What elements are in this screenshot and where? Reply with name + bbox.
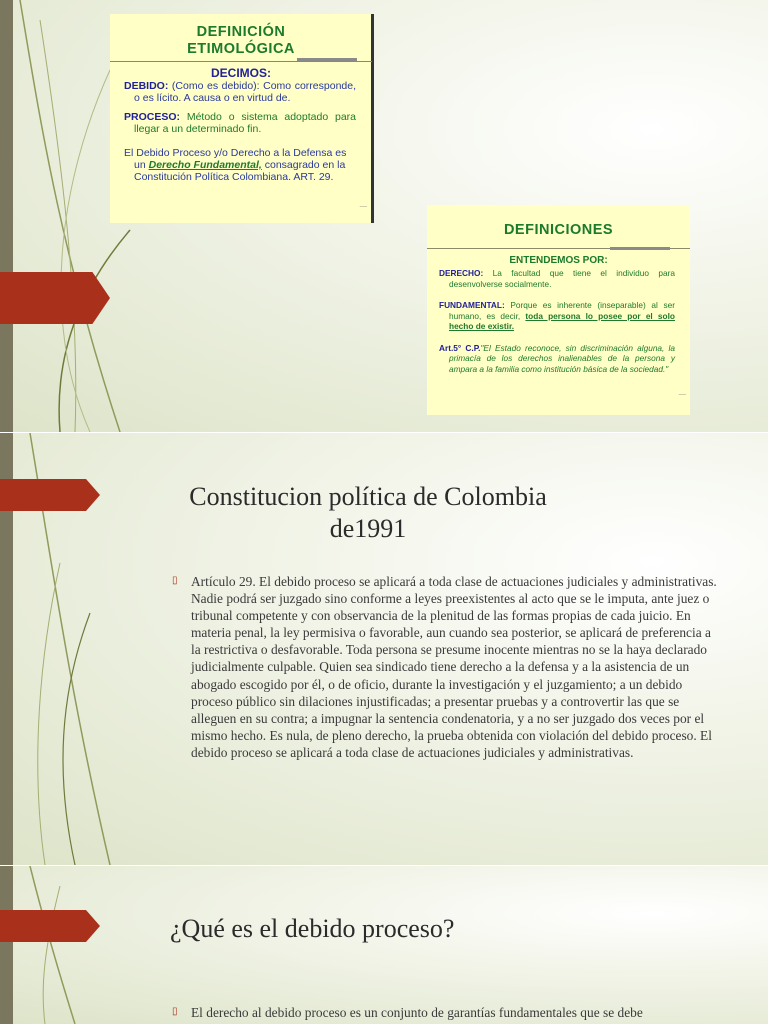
slide-definitions: [0, 0, 768, 432]
bullet-icon: ▯: [172, 575, 178, 586]
decorative-curves: [0, 866, 260, 1024]
article-label: Art.5° C.P.: [439, 342, 481, 353]
derecho-text: La facultad que tiene el individuo para desenvolverse socialmente.: [449, 268, 675, 289]
paragraph-end: consagrado en la Constitución Política Colombiana. ART. 29.: [134, 159, 346, 183]
debido-label: DEBIDO:: [124, 80, 169, 92]
article-text: "El Estado reconoce, sin discriminación alguna, la primacía de los derechos inalienables de la persona y ampara a la familia como institución básica de la sociedad.": [449, 342, 675, 374]
slide-due-process: [0, 866, 768, 1024]
slide-title: Constitucion política de Colombia de1991: [189, 482, 547, 543]
card-title-line1: DEFINICIÓN: [196, 24, 286, 40]
paragraph-start: El Debido Proceso y/o Derecho a la Defensa es un: [124, 147, 347, 171]
divider: [110, 61, 372, 62]
watermark-mark: ━━━: [359, 204, 367, 209]
divider-accent: [610, 247, 670, 250]
definition-paragraph: El derecho al debido proceso es un conjunto de garantías fundamentales que se debe: [191, 1005, 643, 1020]
derecho-label: DERECHO:: [439, 268, 484, 278]
definition-etymology-card: [110, 14, 374, 223]
card-title: [110, 24, 372, 58]
card-body: [124, 80, 356, 190]
fundamental-label: FUNDAMENTAL:: [439, 300, 505, 310]
definitions-card: [427, 205, 690, 415]
debido-text: (Como es debido): Como corresponde, o es lícito. A causa o en virtud de.: [134, 80, 356, 104]
card-subhead: ENTENDEMOS POR:: [509, 255, 608, 266]
slide-title: ¿Qué es el debido proceso?: [170, 914, 455, 943]
section-arrow: [0, 910, 100, 942]
card-title: DEFINICIONES: [503, 222, 614, 238]
fundamental-text: Porque es inherente (inseparable) al ser humano, es decir,: [449, 300, 675, 321]
divider-accent: [297, 58, 357, 61]
card-title-line2: ETIMOLÓGICA: [187, 41, 295, 57]
slide-constitution: [0, 433, 768, 865]
article-paragraph: Artículo 29. El debido proceso se aplicará a toda clase de actuaciones judiciales y administrativas. Nadie podrá ser juzgado sino conforme a leyes preexistentes al acto que se le imputa, ante juez o tribunal competente y con observancia de la plenitud de las formas propias de cada juicio. En materia penal, la ley permisiva o favorable, aun cuando sea posterior, se aplicará de preferencia a la restrictiva o desfavorable. Toda persona se presume inocente mientras no se la haya declarado judicialmente culpable. Quien sea sindicado tiene derecho a la defensa y a la asistencia de un abogado escogido por él, o de oficio, durante la investigación y el juzgamiento; a un debido proceso público sin dilaciones injustificadas; a presentar pruebas y a controvertir las que se alleguen en su contra; a impugnar la sentencia condenatoria, y a no ser juzgado dos veces por el mismo hecho. Es nula, de pleno derecho, la prueba obtenida con violación del debido proceso. El debido proceso se aplicará a toda clase de actuaciones judiciales y administrativas.: [191, 574, 717, 760]
card-subhead: DECIMOS:: [211, 66, 271, 80]
proceso-label: PROCESO:: [124, 111, 181, 123]
section-arrow: [0, 479, 100, 511]
watermark-mark: ━━━: [678, 392, 686, 397]
bullet-icon: ▯: [172, 1006, 178, 1017]
proceso-text: Método o sistema adoptado para llegar a un determinado fin.: [134, 111, 356, 135]
fundamental-emphasis: toda persona lo posee por el solo hecho de existir.: [449, 310, 675, 331]
section-arrow: [0, 272, 110, 324]
card-body: [439, 268, 675, 385]
paragraph-emphasis: Derecho Fundamental,: [148, 159, 262, 171]
